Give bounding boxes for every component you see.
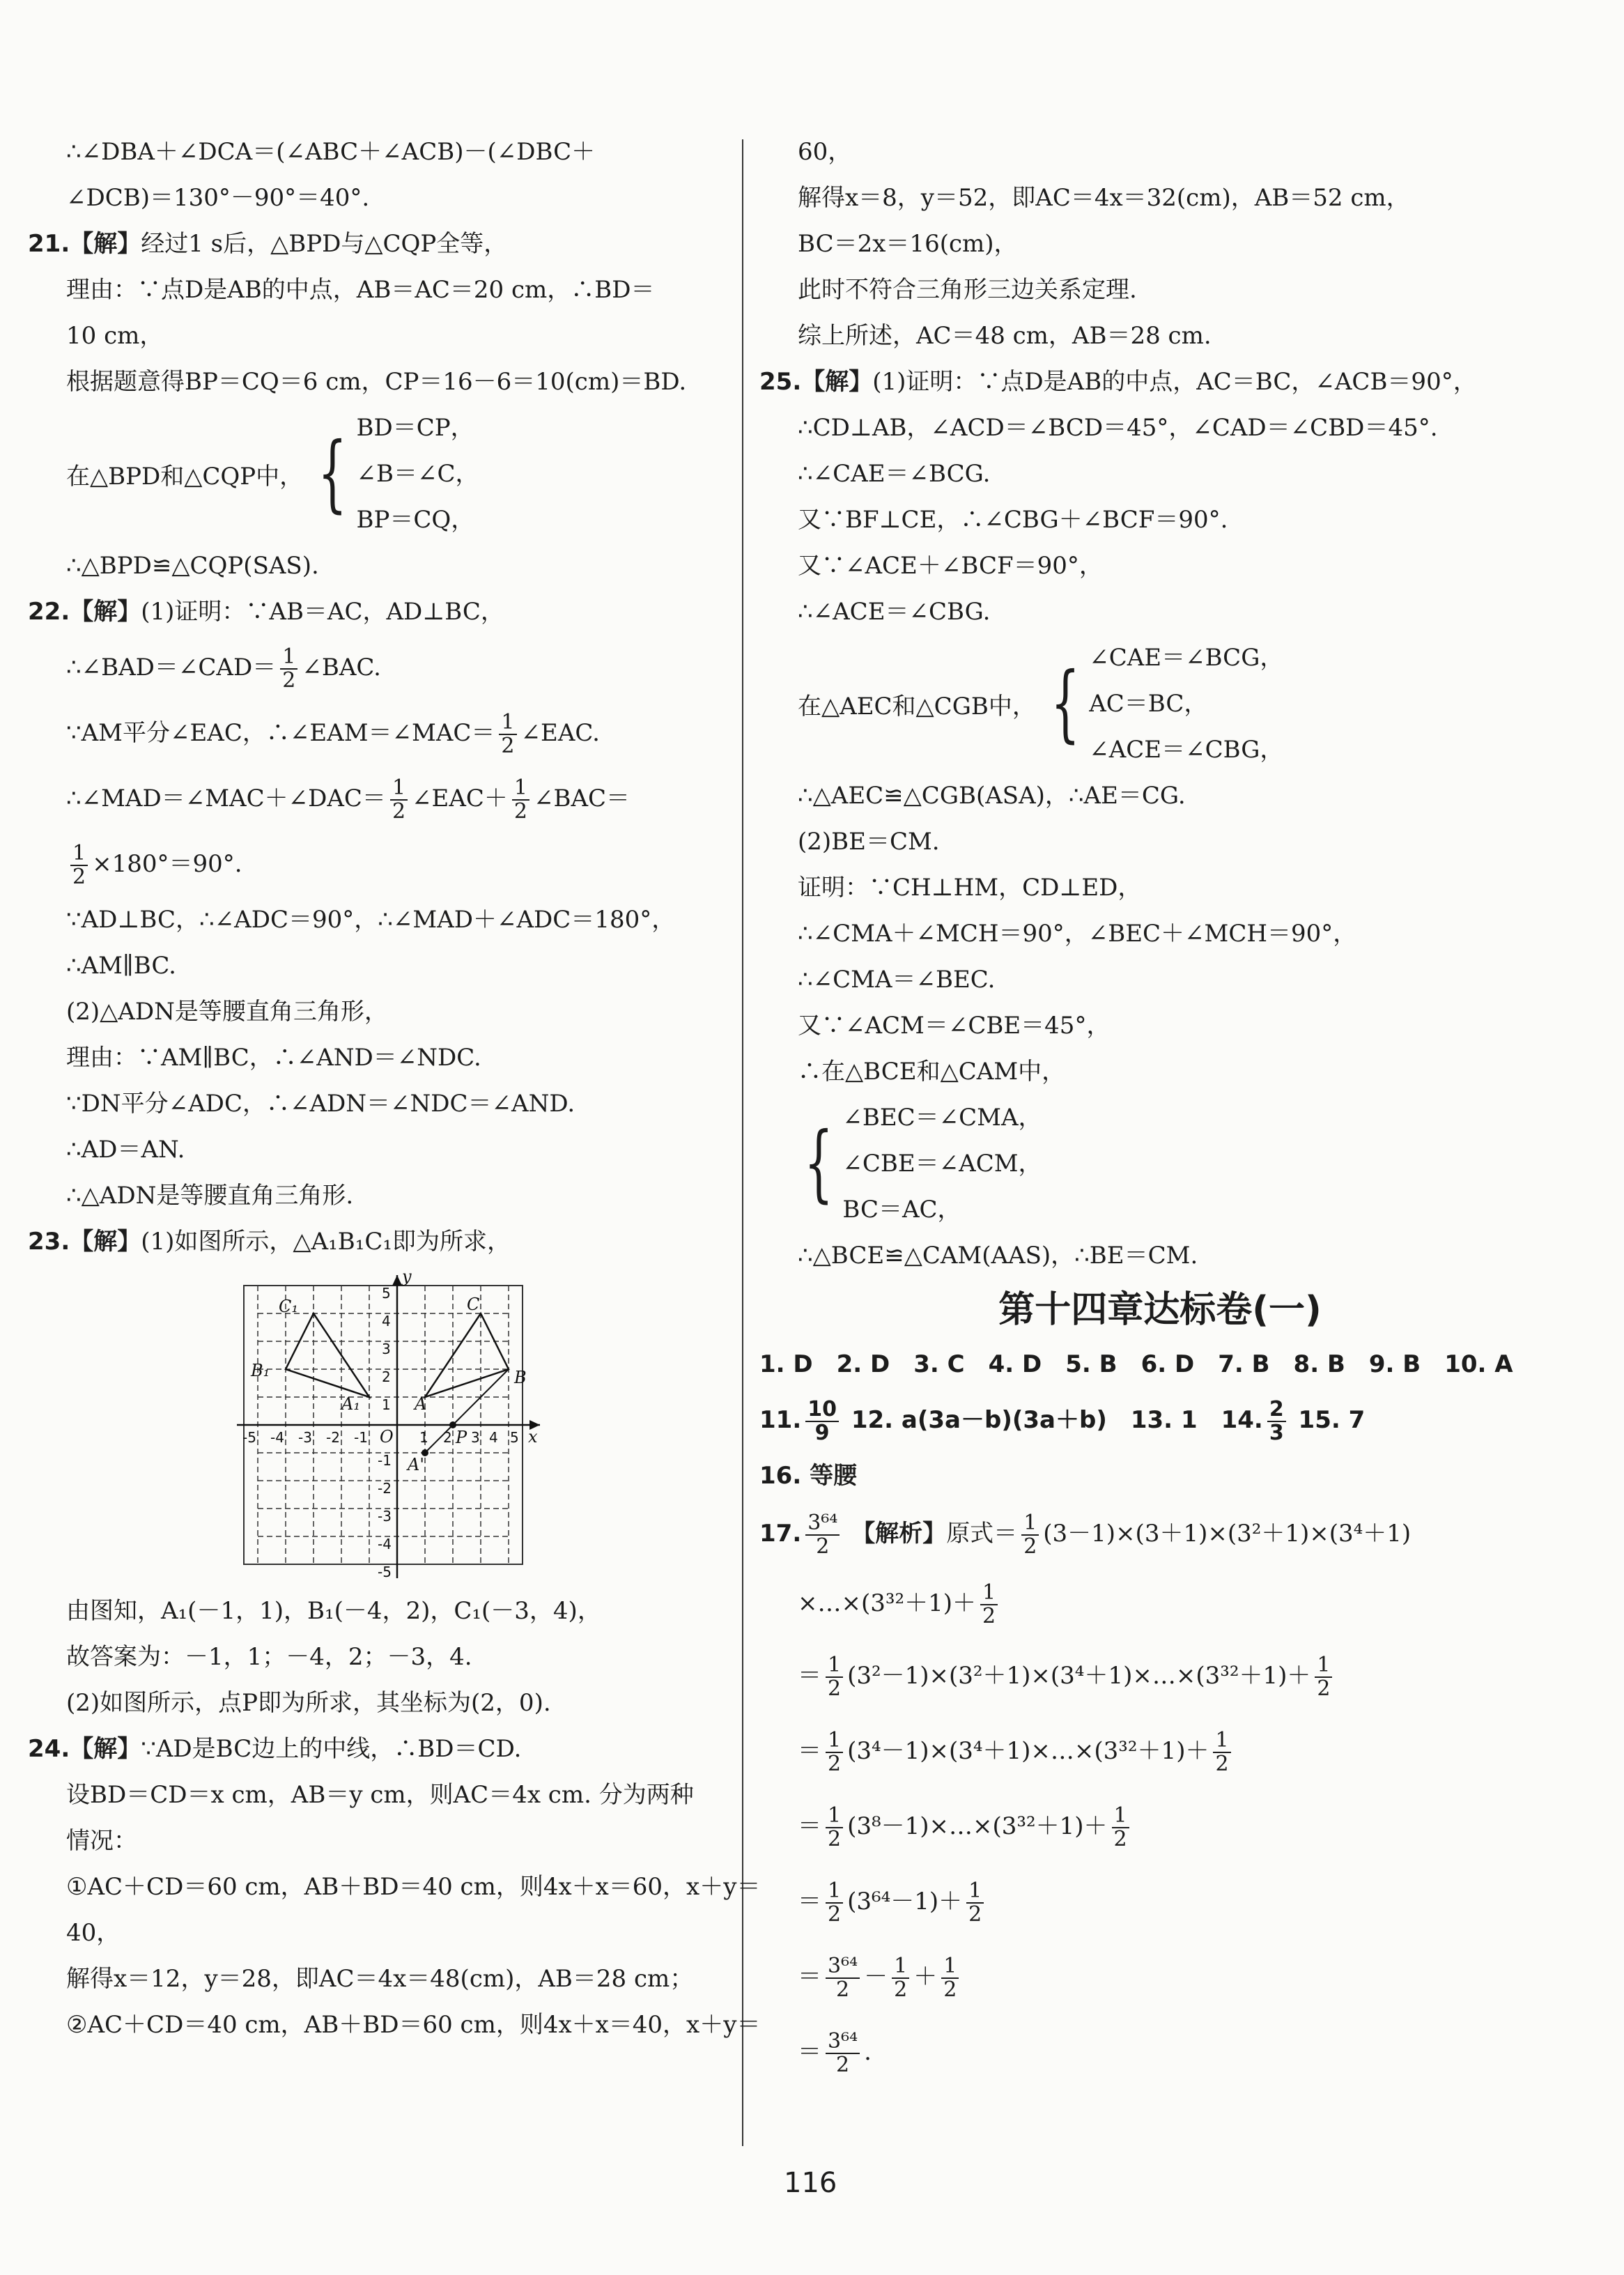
text-line: (2)BE＝CM. [798,828,940,856]
page-number: 116 [784,2167,837,2199]
text-span: ＝ [798,1737,821,1765]
question-21 [28,221,718,267]
fraction-num: 1 [826,1880,843,1904]
text-line: ∴在△BCE和△CAM中， [798,1058,1066,1086]
triangle-abc [425,1313,509,1397]
text-line: ∵AD是BC边上的中线，∴BD＝CD. [141,1735,522,1763]
answer-label: 15. 7 [1298,1406,1366,1434]
text-line: ②AC＋CD＝40 cm，AB＋BD＝60 cm，则4x＋x＝40，x＋y＝ [66,2011,761,2039]
right-column [759,129,1561,2090]
fraction-den: 2 [1023,1534,1037,1559]
label-b1: B₁ [251,1361,270,1380]
fraction [280,646,297,692]
fraction-den: 2 [943,1977,957,2002]
fraction-num: 1 [980,1582,998,1605]
brace-item: ∠B＝∠C， [356,460,479,488]
text-span: (3⁴－1)×(3⁴＋1)×…×(3³²＋1)＋ [847,1737,1209,1765]
text-span: ＝ [798,1963,821,1991]
y-tick: -3 [378,1508,392,1525]
x-tick: -1 [354,1429,368,1446]
fraction-num: 1 [70,842,88,866]
solution-tag: 【解】 [801,368,873,396]
y-tick: 5 [382,1285,391,1302]
answer-label: 11. [759,1406,802,1434]
fraction-num: 1 [941,1955,959,1979]
brace-item: BC＝AC， [842,1196,961,1224]
fraction-num: 1 [390,777,408,801]
text-line: ∵DN平分∠ADC，∴∠ADN＝∠NDC＝∠AND. [66,1090,575,1118]
fraction [826,1955,860,2001]
fraction [805,1512,840,1558]
brace-item: ∠CBE＝∠ACM， [842,1150,1042,1178]
answer-row: 16. 等腰 [759,1462,858,1490]
text-line: 解得x＝8，y＝52，即AC＝4x＝32(cm)，AB＝52 cm， [798,184,1410,212]
fraction [805,1398,839,1444]
text-span: (3²－1)×(3²＋1)×(3⁴＋1)×…×(3³²＋1)＋ [847,1662,1311,1690]
text-line: ∴∠CAE＝∠BCG. [798,460,991,488]
x-tick: -4 [270,1429,284,1446]
text-line [28,700,718,766]
fraction-den: 2 [1317,1676,1331,1701]
fraction-den: 2 [968,1902,982,1927]
text-line: ①AC＋CD＝60 cm，AB＋BD＝40 cm，则4x＋x＝60，x＋y＝ [66,1873,761,1901]
text-line: 情况： [66,1827,137,1855]
y-tick: -1 [378,1452,392,1469]
answer-row: 1. D 2. D 3. C 4. D 5. B 6. D 7. B 8. B 9. B 10. A [759,1350,1513,1378]
answer-block [759,1341,1561,1499]
brace-symbol: { [804,1115,834,1212]
question-number: 25. [759,368,802,396]
fraction-den: 3 [1269,1420,1284,1445]
text-line: ∴∠CMA＋∠MCH＝90°，∠BEC＋∠MCH＝90°， [798,920,1357,948]
fraction-den: 2 [828,1752,842,1776]
brace-item: BD＝CP， [356,414,474,442]
fraction-den: 2 [828,1902,842,1927]
text-line: ∴∠ACE＝∠CBG. [798,598,991,626]
fraction [941,1955,959,2001]
text-line: 设BD＝CD＝x cm，AB＝y cm，则AC＝4x cm. 分为两种 [66,1781,694,1809]
text-line [759,1713,1561,1789]
text-line: ∴△BPD≌△CQP(SAS). [66,552,319,580]
axis-label-x: x [528,1427,538,1447]
text-span: ∠BAC＝ [534,785,631,812]
fraction-num: 1 [499,711,516,735]
fraction-num: 10 [805,1398,839,1422]
text-line: ∴△BCE≌△CAM(AAS)，∴BE＝CM. [798,1242,1198,1270]
text-span: ∵AM平分∠EAC，∴∠EAM＝∠MAC＝ [66,719,495,747]
text-line: 理由：∵点D是AB的中点，AB＝AC＝20 cm，∴BD＝ [66,276,655,304]
y-tick: -5 [378,1564,392,1578]
fraction [826,1805,843,1851]
fraction [70,842,88,888]
question-number: 23. [28,1228,70,1256]
fraction-den: 2 [1113,1827,1127,1851]
label-a: A [415,1394,427,1414]
fraction [980,1582,998,1628]
text-span: ＝ [798,2038,821,2066]
question-17 [759,1499,1561,1568]
fraction-num: 1 [1315,1654,1332,1678]
text-line: ∠DCB)＝130°－90°＝40°. [66,184,370,212]
fraction-den: 2 [982,1604,996,1628]
text-line [759,1864,1561,1939]
text-span: (3⁶⁴－1)＋ [847,1888,963,1915]
fraction-den: 2 [816,1534,830,1559]
text-span: 原式＝ [946,1520,1018,1548]
text-line: 故答案为：－1，1；－4，2；－3，4. [66,1643,472,1671]
brace-prefix: 在△BPD和△CQP中， [66,462,304,491]
x-tick: -5 [242,1429,256,1446]
fraction-den: 2 [1215,1752,1229,1776]
text-line: 又∵∠ACM＝∠CBE＝45°， [798,1012,1111,1040]
fraction-den: 2 [836,2053,850,2077]
text-span: ∠EAC. [520,719,600,747]
x-tick: -2 [326,1429,340,1446]
text-line: 又∵BF⊥CE，∴∠CBG＋∠BCF＝90°. [798,506,1228,534]
text-line: 综上所述，AC＝48 cm，AB＝28 cm. [798,322,1212,350]
fraction [1021,1512,1039,1558]
fraction-num: 2 [1267,1398,1286,1422]
text-span: ×…×(3³²＋1)＋ [798,1589,977,1617]
fraction-num: 1 [280,646,297,670]
label-c: C [467,1295,480,1314]
solution-tag: 【解】 [70,1735,141,1763]
text-span: ＋ [913,1963,938,1991]
fraction [1213,1729,1230,1775]
fraction-num: 1 [966,1880,984,1904]
fraction-den: 2 [72,865,86,889]
origin-label: O [380,1427,394,1447]
text-line: ∴AM∥BC. [66,952,176,980]
fraction-num: 1 [512,777,529,801]
fraction-num: 1 [1112,1805,1129,1828]
text-line: 根据题意得BP＝CQ＝6 cm，CP＝16－6＝10(cm)＝BD. [66,368,687,396]
question-number: 24. [28,1735,70,1763]
text-line: 理由：∵AM∥BC，∴∠AND＝∠NDC. [66,1044,481,1072]
fraction [499,711,516,757]
axis-label-y: y [402,1272,412,1286]
brace-item: ∠CAE＝∠BCG， [1089,644,1284,672]
chapter-title: 第十四章达标卷(一) [998,1289,1322,1331]
text-line: ∴∠CMA＝∠BEC. [798,966,996,994]
question-23 [28,1219,718,1265]
fraction-num: 1 [826,1805,843,1828]
x-tick: 4 [489,1429,498,1446]
left-column [28,129,761,2048]
text-line: 10 cm， [66,322,164,350]
brace-item: ∠ACE＝∠CBG， [1089,736,1284,764]
text-span: . [864,2038,872,2066]
text-line: (1)证明：∵AB＝AC，AD⊥BC， [141,598,504,626]
text-line [28,766,718,831]
text-span: ∴∠MAD＝∠MAC＋∠DAC＝ [66,785,386,812]
brace-item: ∠BEC＝∠CMA， [842,1104,1042,1132]
fraction-num: 1 [1213,1729,1230,1753]
x-tick: 1 [419,1429,428,1446]
y-tick: 1 [382,1396,391,1413]
fraction-num: 1 [1021,1512,1039,1536]
x-tick: -3 [298,1429,312,1446]
text-line: 40， [66,1919,121,1947]
brace-item: AC＝BC， [1089,690,1208,718]
text-line: (1)证明：∵点D是AB的中点，AC＝BC，∠ACB＝90°， [872,368,1477,396]
text-span: ＝ [798,1812,821,1840]
text-line: ∴AD＝AN. [66,1136,185,1164]
brace-symbol: { [1051,655,1081,752]
question-number: 22. [28,598,70,626]
fraction-num: 1 [892,1955,909,1979]
fraction [390,777,408,823]
text-span: ∴∠BAD＝∠CAD＝ [66,654,277,681]
text-line: ∴CD⊥AB，∠ACD＝∠BCD＝45°，∠CAD＝∠CBD＝45°. [798,414,1438,442]
coordinate-graph [237,1272,543,1578]
text-line [28,831,718,897]
text-line: 解得x＝12，y＝28，即AC＝4x＝48(cm)，AB＝28 cm； [66,1965,694,1993]
text-line [28,635,718,700]
text-span: (3－1)×(3＋1)×(3²＋1)×(3⁴＋1) [1043,1520,1412,1548]
fraction-den: 2 [392,799,406,824]
question-number: 21. [28,230,70,258]
fraction [826,1880,843,1926]
brace-system [28,405,718,543]
text-line: 由图知，A₁(－1，1)，B₁(－4，2)，C₁(－3，4)， [66,1597,601,1625]
solution-tag: 【解】 [70,1228,141,1256]
text-line: (1)如图所示，△A₁B₁C₁即为所求， [141,1228,511,1256]
text-line [759,1789,1561,1864]
brace-prefix: 在△AEC和△CGB中， [798,692,1036,720]
fraction-den: 2 [513,799,528,824]
text-line: ∴∠DBA＋∠DCA＝(∠ABC＋∠ACB)－(∠DBC＋ [66,138,596,166]
fraction [1315,1654,1332,1700]
y-tick: -4 [378,1536,392,1552]
fraction-num: 3⁶⁴ [805,1512,840,1536]
text-line: 60， [798,138,852,166]
y-tick: -2 [378,1480,392,1497]
label-a-prime: A' [408,1455,424,1474]
fraction-den: 2 [894,1977,908,2002]
text-line [759,1939,1561,2014]
text-line: (2)如图所示，点P即为所求，其坐标为(2，0). [66,1689,551,1717]
y-tick: 4 [382,1313,391,1329]
fraction [826,2030,860,2076]
fraction [892,1955,909,2001]
text-line: ∴△AEC≌△CGB(ASA)，∴AE＝CG. [798,782,1186,810]
text-line: (2)△ADN是等腰直角三角形， [66,998,388,1026]
question-number: 17. [759,1520,802,1548]
fraction-den: 2 [828,1827,842,1851]
fraction-num: 3⁶⁴ [826,2030,860,2054]
brace-item: BP＝CQ， [356,506,475,534]
fraction-den: 2 [282,668,296,693]
text-line: ∴△ADN是等腰直角三角形. [66,1182,354,1210]
fraction-den: 2 [828,1676,842,1701]
brace-symbol: { [318,425,348,522]
text-line: 经过1 s后，△BPD与△CQP全等， [141,230,508,258]
y-tick: 2 [382,1368,391,1385]
brace-system [759,1095,1561,1233]
question-22 [28,589,718,635]
fraction [1267,1398,1286,1444]
fraction-den: 9 [814,1420,830,1445]
question-25 [759,359,1561,405]
fraction [1112,1805,1129,1851]
x-tick: 5 [510,1429,519,1446]
fraction [512,777,529,823]
text-span: ×180°＝90°. [92,850,242,878]
text-span: (3⁸－1)×…×(3³²＋1)＋ [847,1812,1108,1840]
text-span: ∠BAC. [302,654,381,681]
fraction-den: 2 [836,1977,850,2002]
text-line [759,1638,1561,1713]
label-b: B [514,1368,527,1387]
text-span: ＝ [798,1888,821,1915]
column-divider [742,139,743,2146]
fraction [826,1654,843,1700]
triangle-a1b1c1 [286,1313,369,1397]
label-a1: A₁ [341,1394,360,1414]
x-tick: 3 [471,1429,480,1446]
y-tick: 3 [382,1341,391,1357]
text-line: ∵AD⊥BC，∴∠ADC＝90°，∴∠MAD＋∠ADC＝180°， [66,906,676,934]
text-line [759,1568,1561,1638]
fraction-den: 2 [501,734,515,758]
fraction-num: 1 [826,1654,843,1678]
solution-tag: 【解析】 [851,1520,947,1548]
answer-label: 12. a(3a－b)(3a＋b) 13. 1 14. [851,1406,1263,1434]
fraction [826,1729,843,1775]
text-line: BC＝2x＝16(cm)， [798,230,1018,258]
x-tick: 2 [443,1429,452,1446]
text-line: 又∵∠ACE＋∠BCF＝90°， [798,552,1103,580]
text-line [759,2014,1561,2090]
text-line: 证明：∵CH⊥HM，CD⊥ED， [798,874,1142,902]
fraction-num: 1 [826,1729,843,1753]
text-span: ＝ [798,1662,821,1690]
text-span: ∠EAC＋ [412,785,508,812]
answer-row [759,1387,1561,1453]
fraction-num: 3⁶⁴ [826,1955,860,1979]
y-axis-arrow-icon [392,1275,402,1286]
label-c1: C₁ [279,1297,298,1316]
solution-tag: 【解】 [70,598,141,626]
question-24 [28,1726,718,1772]
text-span: － [864,1963,888,1991]
label-p: P [456,1428,467,1447]
solution-tag: 【解】 [70,230,141,258]
brace-system [759,635,1561,773]
text-line: 此时不符合三角形三边关系定理. [798,276,1137,304]
fraction [966,1880,984,1926]
